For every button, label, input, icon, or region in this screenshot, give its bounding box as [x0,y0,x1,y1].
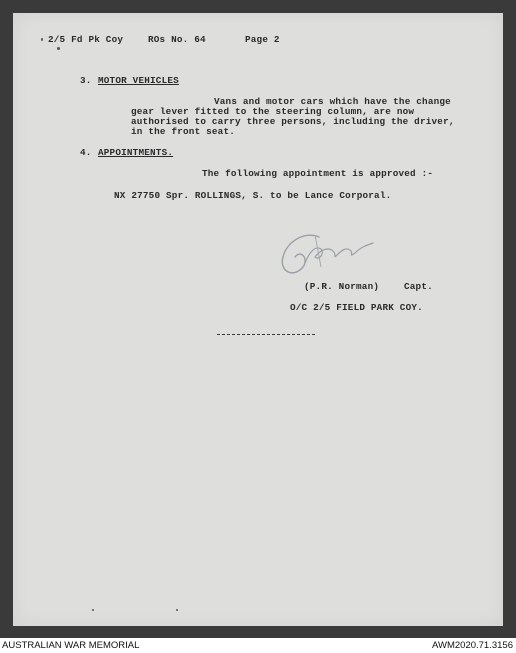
end-rule [217,334,315,335]
signature-rank: Capt. [404,281,433,292]
footer-accession-id: AWM2020.71.3156 [432,640,513,651]
header-ros-number: ROs No. 64 [148,34,206,45]
section4-appointment-entry: NX 27750 Spr. ROLLINGS, S. to be Lance Corporal. [114,190,392,201]
signature-name: (P.R. Norman) [304,281,380,292]
section4-heading: APPOINTMENTS. [98,147,174,158]
section3-number: 3. [80,75,92,86]
signature-position: O/C 2/5 FIELD PARK COY. [290,302,423,313]
section4-intro: The following appointment is approved :- [202,168,434,179]
footer-institution: AUSTRALIAN WAR MEMORIAL [2,640,140,651]
section3-line-1: Vans and motor cars which have the change [214,96,451,107]
header-unit: 2/5 Fd Pk Coy [48,34,124,45]
section3-line-2: gear lever fitted to the steering column, are now [131,106,415,117]
section4-number: 4. [80,147,92,158]
scan-speck [57,47,60,50]
section3-line-3: authorised to carry three persons, including the driver, [131,116,455,127]
scan-speck [176,609,178,611]
scan-speck [92,609,94,611]
section3-line-4: in the front seat. [131,126,236,137]
section3-heading: MOTOR VEHICLES [98,75,179,86]
header-page-number: Page 2 [245,34,280,45]
handwritten-signature [275,227,387,283]
scan-speck [41,38,43,41]
